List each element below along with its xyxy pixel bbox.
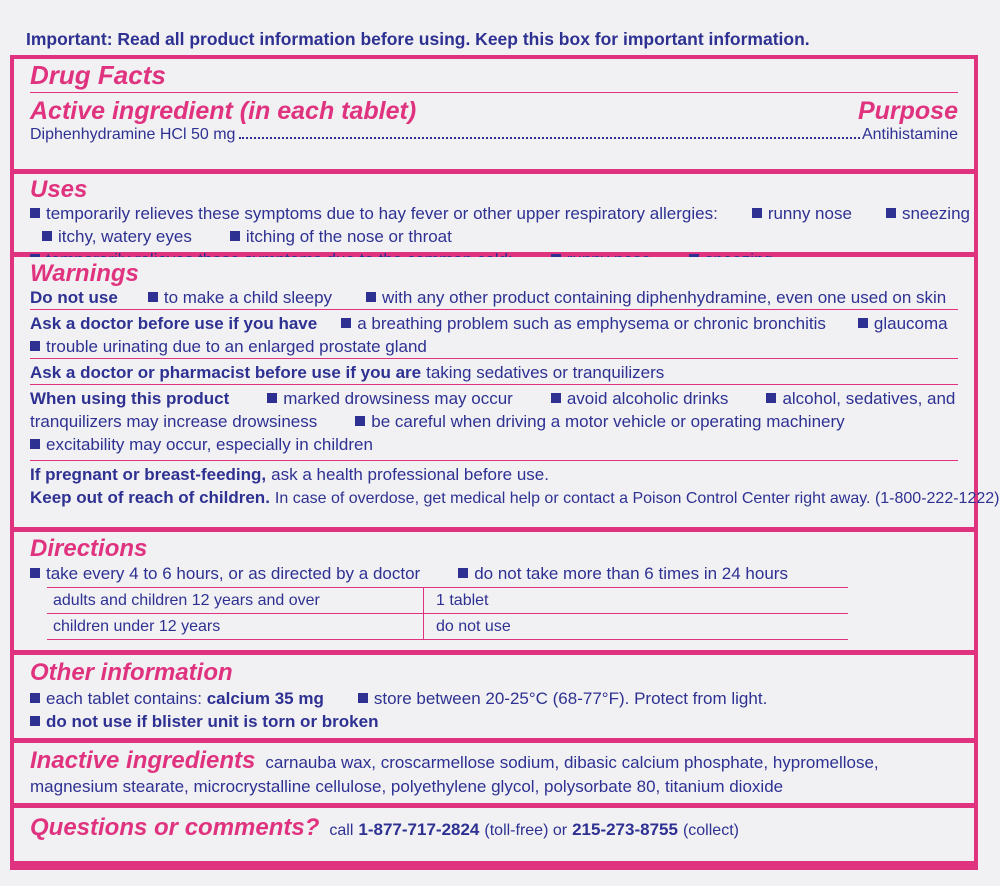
bullet-icon xyxy=(366,292,376,302)
other-line-2 xyxy=(30,710,958,733)
keep-out-label: Keep out of reach of children. xyxy=(30,488,270,507)
ask-doctor-line xyxy=(30,312,958,335)
drug-facts-title: Drug Facts xyxy=(30,60,166,90)
divider xyxy=(30,92,958,93)
list-item: avoid alcoholic drinks xyxy=(551,387,729,410)
warnings-title: Warnings xyxy=(30,260,139,287)
list-item: excitability may occur, especially in children xyxy=(30,433,373,456)
table-cell-dose: do not use xyxy=(436,617,511,635)
table-row xyxy=(47,614,848,640)
uses-line-1 xyxy=(30,202,970,225)
active-ingredient-header xyxy=(30,97,958,125)
drug-facts-frame xyxy=(10,55,1000,870)
ingredient: Diphenhydramine HCl 50 mg xyxy=(30,126,236,143)
do-not-use-line xyxy=(30,286,958,309)
warnings-section xyxy=(14,257,1000,527)
collect-number: 215-273-8755 xyxy=(572,820,678,839)
purpose: Antihistamine xyxy=(861,126,958,143)
inactive-ingredients-title: Inactive ingredients xyxy=(30,747,256,774)
bullet-icon xyxy=(30,568,40,578)
table-row xyxy=(47,588,848,614)
drug-facts-section xyxy=(14,59,974,169)
uses-section xyxy=(14,174,974,252)
bullet-icon xyxy=(458,568,468,578)
bullet-icon xyxy=(42,231,52,241)
bullet-icon xyxy=(858,318,868,328)
list-item: runny nose xyxy=(752,202,852,225)
bullet-icon xyxy=(752,208,762,218)
inactive-text-2: magnesium stearate, microcrystalline cellulose, polyethylene glycol, polysorbate 80, titanium dioxide xyxy=(30,777,784,796)
bullet-icon xyxy=(30,341,40,351)
when-using-line xyxy=(30,387,958,410)
list-item: a breathing problem such as emphysema or chronic bronchitis xyxy=(341,312,826,335)
directions-section xyxy=(14,532,974,650)
bullet-icon xyxy=(886,208,896,218)
list-item: to make a child sleepy xyxy=(148,286,332,309)
list-item: take every 4 to 6 hours, or as directed by a doctor xyxy=(30,562,420,585)
when-using-line-2 xyxy=(30,410,958,433)
other-line-1 xyxy=(30,687,958,710)
table-cell-who: adults and children 12 years and over xyxy=(47,588,424,613)
list-item: sneezing xyxy=(886,202,970,225)
bullet-icon xyxy=(148,292,158,302)
list-item: trouble urinating due to an enlarged prostate gland xyxy=(30,335,427,358)
when-using-label: When using this product xyxy=(30,389,230,408)
divider xyxy=(30,309,958,310)
questions-section xyxy=(14,808,974,861)
directions-title: Directions xyxy=(30,535,148,562)
list-item: glaucoma xyxy=(858,312,948,335)
divider xyxy=(30,460,958,461)
keep-out-text: In case of overdose, get medical help or contact a Poison Control Center right away. (1-800-222-1222) xyxy=(274,490,1000,507)
table-cell-who: children under 12 years xyxy=(47,614,424,639)
bullet-icon xyxy=(30,716,40,726)
list-item: each tablet contains: calcium 35 mg xyxy=(30,687,324,710)
dosage-table xyxy=(47,587,848,640)
questions-title: Questions or comments? xyxy=(30,814,320,841)
pregnant-text: ask a health professional before use. xyxy=(271,465,549,484)
bullet-icon xyxy=(341,318,351,328)
list-item: itching of the nose or throat xyxy=(230,225,452,248)
bullet-icon xyxy=(355,416,365,426)
ask-pharmacist-line xyxy=(30,361,958,384)
list-item: store between 20-25°C (68-77°F). Protect from light. xyxy=(358,687,767,710)
top-note: Important: Read all product information before using. Keep this box for important information. xyxy=(26,29,810,49)
other-information-title: Other information xyxy=(30,659,233,686)
do-not-use-label: Do not use xyxy=(30,288,118,307)
bullet-icon xyxy=(766,393,776,403)
directions-line xyxy=(30,562,958,585)
active-ingredient-row xyxy=(30,126,958,144)
ask-pharmacist-label: Ask a doctor or pharmacist before use if you are xyxy=(30,363,422,382)
list-item: with any other product containing diphenhydramine, even one used on skin xyxy=(366,286,946,309)
pregnant-line xyxy=(30,463,958,486)
list-item: temporarily relieves these symptoms due to hay fever or other upper respiratory allergies: xyxy=(30,202,718,225)
when-using-line-3 xyxy=(30,433,958,456)
bullet-icon xyxy=(230,231,240,241)
bullet-icon xyxy=(30,439,40,449)
bullet-icon xyxy=(551,393,561,403)
inactive-text-1: carnauba wax, croscarmellose sodium, dibasic calcium phosphate, hypromellose, xyxy=(265,753,879,772)
ask-doctor-label: Ask a doctor before use if you have xyxy=(30,314,318,333)
bullet-icon xyxy=(30,693,40,703)
divider xyxy=(30,358,958,359)
inactive-line-1 xyxy=(30,747,958,775)
list-item: marked drowsiness may occur xyxy=(267,387,513,410)
list-item: be careful when driving a motor vehicle or operating machinery xyxy=(355,410,844,433)
tollfree-number: 1-877-717-2824 xyxy=(358,820,480,839)
dot-leader xyxy=(239,137,860,139)
uses-title: Uses xyxy=(30,176,88,203)
collect-label: (collect) xyxy=(682,822,739,839)
purpose-heading: Purpose xyxy=(857,97,958,125)
uses-line-2 xyxy=(30,225,958,248)
list-item: alcohol, sedatives, and xyxy=(766,387,955,410)
table-cell-dose: 1 tablet xyxy=(436,591,489,609)
bullet-icon xyxy=(30,208,40,218)
call-label: call xyxy=(329,822,354,839)
divider xyxy=(30,384,958,385)
ask-doctor-line-2 xyxy=(30,335,958,358)
pregnant-label: If pregnant or breast-feeding, xyxy=(30,465,267,484)
list-item: tranquilizers may increase drowsiness xyxy=(30,412,318,431)
active-ingredient-heading: Active ingredient (in each tablet) xyxy=(30,97,417,125)
keep-out-line xyxy=(30,486,1000,510)
bullet-icon xyxy=(358,693,368,703)
list-item: itchy, watery eyes xyxy=(42,225,192,248)
questions-line xyxy=(30,814,958,842)
list-item: do not take more than 6 times in 24 hours xyxy=(458,562,788,585)
ask-pharmacist-text: taking sedatives or tranquilizers xyxy=(426,363,665,382)
inactive-ingredients-section xyxy=(14,743,974,803)
list-item: do not use if blister unit is torn or broken xyxy=(30,710,378,733)
bullet-icon xyxy=(267,393,277,403)
other-information-section xyxy=(14,655,974,738)
tollfree-label: (toll-free) or xyxy=(484,822,568,839)
